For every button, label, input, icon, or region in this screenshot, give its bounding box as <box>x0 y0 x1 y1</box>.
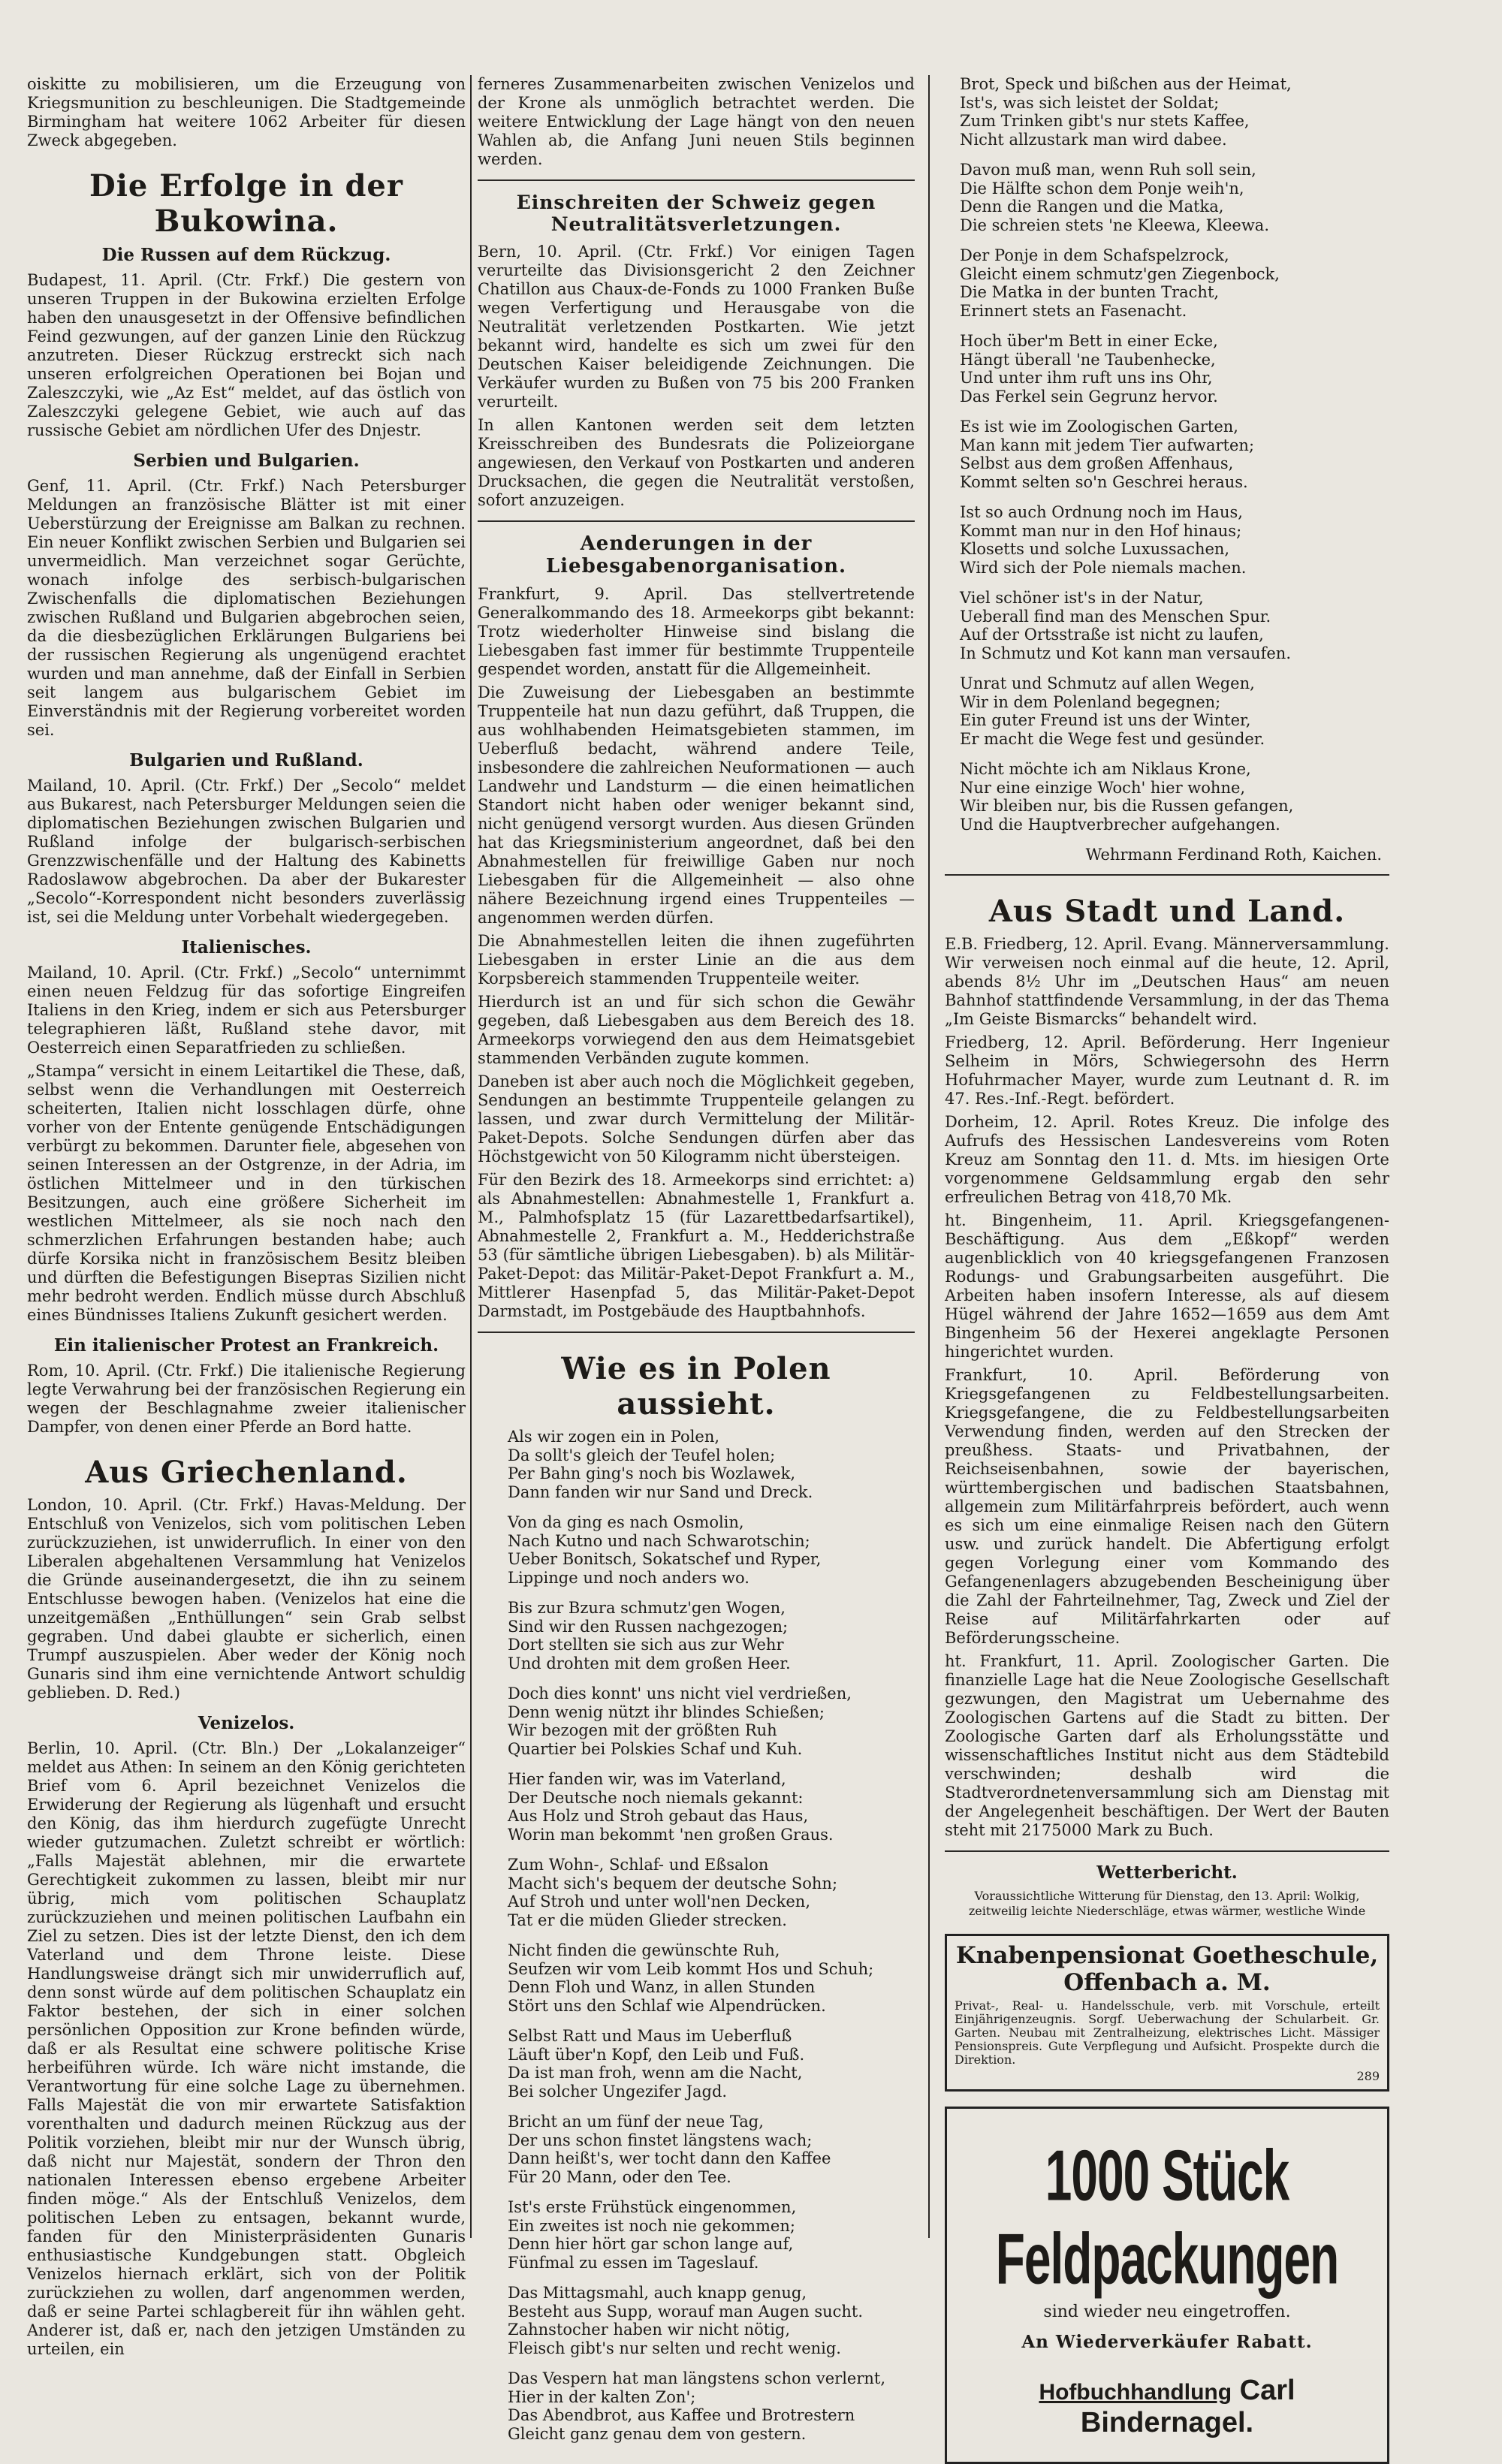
venizelos-article: Berlin, 10. April. (Ctr. Bln.) Der „Lokalanzeiger“ meldet aus Athen: In seinem an den König gerichteten Brief vom 6. April bezeichnet Venizelos die Erwiderung der Regierung als lügenhaft und ersucht den König, das ihm hierdurch zugefügte Unrecht wieder gutzumachen. Zuletzt schreibt er wörtlich: „Falls Majestät ablehnen, mir die erwartete Gerechtigkeit zukommen zu lassen, bleibt mir nur übrig, mich vom politischen Schauplatz zurückzuziehen und meinen politischen Laufbahn ein Ziel zu setzen. Dies ist der letzte Dienst, den ich dem Vaterland und dem Throne leiste. Diese Handlungsweise drängt sich mir unwiderruflich auf, denn sonst würde auf dem politischen Schauplatz ein Faktor bestehen, der sich in einer solchen persönlichen Opposition zur Krone befinden würde, daß er als Resultat eine schwere politische Krise herbeiführen würde. Ich wäre nicht imstande, die Verantwortung für eine solche Lage zu übernehmen. Falls Majestät die von mir erwartete Satisfaktion vorenthalten und dadurch meinen Rückzug aus der Politik vorziehen, bleibt mir nur der Wunsch übrig, daß nicht nur Majestät, sondern der Thron den nationalen Interessen ebenso ergebene Arbeiter finden möge.“ Als der Entschluß Venizelos, dem politischen Leben zu entsagen, bekannt wurde, fanden für den Ministerpräsidenten Gunaris enthusiastische Kundgebungen statt. Obgleich Venizelos hiernach erklärt, sich von der Politik zurückziehen zu wollen, darf angenommen werden, daß er seine Partei schlagbereit für ihn wählen geht. Anderer ist, daß er, nach den jetzigen Umständen zu urteilen, ein <box>27 1739 466 2358</box>
goetheschule-advertisement <box>945 1934 1389 2092</box>
polen-headline: Wie es in Polen aussieht. <box>561 1351 831 1422</box>
ad-headline: 1000 Stück Feldpackungen <box>995 2134 1339 2300</box>
liebesgaben-article-3: Die Abnahmestellen leiten die ihnen zugeführten Liebesgaben in erster Linie an die aus dem Korpsbereich stammenden Truppenteile weiter. <box>478 932 915 988</box>
griechenland-headline: Aus Griechenland. <box>85 1455 408 1490</box>
poem-stanza: Viel schöner ist's in der Natur, Ueberall find man des Menschen Spur. Auf der Ortsstraße ist nicht zu laufen, In Schmutz und Kot kann man versaufen. <box>960 589 1291 662</box>
local-news-item: Dorheim, 12. April. Rotes Kreuz. Die infolge des Aufrufs des Hessischen Landesvereins vom Roten Kreuz am Sonntag den 11. d. Mts. im hiesigen Orte vorgenommene Geldsammlung ergab den sehr erfreulichen Betrag von 418,70 Mk. <box>945 1113 1389 1206</box>
poem-stanza: Als wir zogen ein in Polen, Da sollt's gleich der Teufel holen; Per Bahn ging's noch bis Wozlawek, Dann fanden wir nur Sand und Dreck. <box>508 1428 813 1501</box>
schweiz-article-2: In allen Kantonen werden seit dem letzten Kreisschreiben des Bundesrats die Polizeiorgane angewiesen, den Verkauf von Postkarten und anderen Drucksachen, die gegen die Neutralität verstoßen, sofort anzuzeigen. <box>478 416 915 509</box>
schweiz-article-1: Bern, 10. April. (Ctr. Frkf.) Vor einigen Tagen verurteilte das Divisionsgericht 2 den Zeichner Chatillon aus Chaux-de-Fonds zu 1000 Franken Buße wegen Verfertigung und Herausgabe von die Neutralität verletzenden Postkarten. Wie jetzt bekannt wird, handelte es sich um zwei für den Deutschen Kaiser beleidigende Zeichnungen. Die Verkäufer wurden zu Bußen von 75 bis 200 Franken verurteilt. <box>478 243 915 411</box>
divider <box>478 1332 915 1333</box>
ad-title: Knabenpensionat Goetheschule, Offenbach a. M. <box>955 1942 1379 1996</box>
stadt-land-headline: Aus Stadt und Land. <box>988 894 1346 929</box>
polen-poem-continued <box>945 75 1389 834</box>
polen-poem <box>478 1428 915 2443</box>
liebesgaben-article-5: Daneben ist aber auch noch die Möglichkeit gegeben, Sendungen an bestimmte Truppenteile gelangen zu lassen, und zwar durch Vermittelung der Militär-Paket-Depots. Solche Sendungen dürfen aber das Höchstgewicht von 50 Kilogramm nicht übersteigen. <box>478 1072 915 1166</box>
divider <box>478 179 915 181</box>
serbien-headline: Serbien und Bulgarien. <box>133 451 360 471</box>
poem-stanza: Das Mittagsmahl, auch knapp genug, Besteht aus Supp, worauf man Augen sucht. Zahnstocher haben wir nicht nötig, Fleisch gibt's nur selten und recht wenig. <box>508 2284 864 2357</box>
poem-stanza: Nicht möchte ich am Niklaus Krone, Nur eine einzige Woch' hier wohne, Wir bleiben nur, bis die Russen gefangen, Und die Hauptverbrecher aufgehangen. <box>960 760 1294 834</box>
divider <box>945 874 1389 876</box>
liebesgaben-article-6: Für den Bezirk des 18. Armeekorps sind errichtet: a) als Abnahmestellen: Abnahmestelle 1, Frankfurt a. M., Palmhofsplatz 15 (für Lazarettbedarfsartikel), Abnahmestelle 2, Frankfurt a. M., Hedderichstraße 53 (für sämtliche übrigen Liebesgaben). b) als Militär-Paket-Depot: das Militär-Paket-Depot Frankfurt a. M., Mittlerer Hasenpfad 5, das Militär-Paket-Depot Darmstadt, im Postgebäude des Hauptbahnhofs. <box>478 1171 915 1320</box>
poem-stanza: Davon muß man, wenn Ruh soll sein, Die Hälfte schon dem Ponje weih'n, Denn die Rangen und die Matka, Die schreien stets 'ne Kleewa, Kleewa. <box>960 161 1270 234</box>
ad-number: 289 <box>1356 2069 1380 2083</box>
divider <box>478 520 915 522</box>
poem-stanza: Ist's erste Frühstück eingenommen, Ein zweites ist noch nie gekommen; Denn hier hört gar schon lange auf, Fünfmal zu essen im Tageslauf. <box>508 2198 797 2272</box>
poem-signature: Wehrmann Ferdinand Roth, Kaichen. <box>1085 846 1382 864</box>
griechenland-article: London, 10. April. (Ctr. Frkf.) Havas-Meldung. Der Entschluß von Venizelos, sich vom politischen Leben zurückzuziehen, ist unwiderruflich. In einer von den Liberalen abgehaltenen Versammlung hat Venizelos die Gründe auseinandergesetzt, die ihn zu seinem Entschlusse bewogen haben. (Venizelos hat eine die unzeitgemäßen „Enthüllungen“ sein Grab selbst gegraben. Und dabei glaubte er sicherlich, einen Trumpf auszuspielen. Aber weder der König noch Gunaris sind ihm eine vernichtende Antwort schuldig geblieben. D. Red.) <box>27 1496 466 1702</box>
protest-headline: Ein italienischer Protest an Frankreich. <box>53 1335 439 1356</box>
weather-headline: Wetterbericht. <box>1096 1862 1238 1883</box>
column-2 <box>478 75 915 2455</box>
bukowina-headline: Die Erfolge in der Bukowina. <box>89 168 403 239</box>
column-1 <box>27 75 466 2363</box>
venizelos-headline: Venizelos. <box>198 1713 295 1733</box>
poem-stanza: Hoch über'm Bett in einer Ecke, Hängt überall 'ne Taubenhecke, Und unter ihm ruft uns ins Ohr, Das Ferkel sein Gegrunz hervor. <box>960 332 1218 406</box>
local-news-item: Frankfurt, 10. April. Beförderung von Kriegsgefangenen zu Feldbestellungsarbeiten. Kriegsgefangene, die zu Feldbestellungsarbeiten Verwendung finden, werden auf den Strecken der preußhess. Staats- und Privatbahnen, der Reichseisenbahnen, sowie der bayerischen, württembergischen und badischen Staatsbahnen, allgemein zum Militärfahrpreis befördert, auch wenn es sich um eine einmalige Reisen nach den Gütern usw. und zurück handelt. Die Abfertigung erfolgt gegen Vorlegung einer vom Kommando des Gefangenenlagers abzugebenden Bescheinigung über die Zahl der Fahrteilnehmer, Tag, Zweck und Ziel der Reise auf Militärfahrkarten oder auf Beförderungsscheine. <box>945 1366 1389 1647</box>
local-news-item: ht. Frankfurt, 11. April. Zoologischer Garten. Die finanzielle Lage hat die Neue Zoologische Gesellschaft gezwungen, den Magistrat um Uebernahme des Zoologischen Gartens auf die Stadt zu bitten. Der Zoologische Garten darf als Erholungsstätte und wissenschaftliches Institut nicht aus dem Städtebild verschwinden; deshalb wird die Stadtverordnetenversammlung sich am Dienstag mit der Angelegenheit beschäftigen. Der Wert der Bauten steht mit 2175000 Mark zu Buch. <box>945 1652 1389 1839</box>
poem-stanza: Doch dies konnt' uns nicht viel verdrießen, Denn wenig nützt ihr blindes Schießen; Wir bezogen mit der größten Ruh Quartier bei Polskies Schaf und Kuh. <box>508 1684 852 1758</box>
poem-stanza: Von da ging es nach Osmolin, Nach Kutno und nach Schwarotschin; Ueber Bonitsch, Sokatschef und Ryper, Lippinge und noch anders wo. <box>508 1513 822 1587</box>
poem-stanza: Selbst Ratt und Maus im Ueberfluß Läuft über'n Kopf, den Leib und Fuß. Da ist man froh, wenn am die Nacht, Bei solcher Ungezifer Jagd. <box>508 2027 805 2101</box>
local-news-item: E.B. Friedberg, 12. April. Evang. Männerversammlung. Wir verweisen noch einmal auf die heute, 12. April, abends 8½ Uhr im „Deutschen Haus“ am neuen Bahnhof stattfindende Versammlung, in der das Thema „Im Geiste Bismarcks“ behandelt wird. <box>945 935 1389 1028</box>
ad-line-2: An Wiederverkäufer Rabatt. <box>1021 2332 1313 2352</box>
ad-line-1: sind wieder neu eingetroffen. <box>1043 2303 1291 2321</box>
protest-article: Rom, 10. April. (Ctr. Frkf.) Die italienische Regierung legte Verwahrung bei der französischen Regierung ein wegen der Beschlagnahme zweier italienischer Dampfer, von denen einer Pferde an Bord hatte. <box>27 1362 466 1436</box>
weather-forecast: Voraussichtliche Witterung für Dienstag, den 13. April: Wolkig, zeitweilig leichte Niederschläge, etwas wärmer, westliche Winde <box>968 1889 1366 1918</box>
ad-seller-name: Carl Bindernagel. <box>1080 2375 1295 2438</box>
poem-stanza: Bricht an um fünf der neue Tag, Der uns schon finstet längstens wach; Dann heißt's, wer tocht dann den Kaffee Für 20 Mann, oder den Tee. <box>508 2113 831 2186</box>
local-news-item: ht. Bingenheim, 11. April. Kriegsgefangenen-Beschäftigung. Aus dem „Eßkopf“ werden augenblicklich von 40 kriegsgefangenen Franzosen Rodungs- und Grabungsarbeiten ausgeführt. Die Arbeiten haben insofern Interesse, als auf diesem Hügel während der Jahre 1652—1659 aus dem Amt Bingenheim 56 der Hexerei angeklagte Personen hingerichtet wurden. <box>945 1211 1389 1361</box>
ad-seller <box>962 2375 1372 2439</box>
intro-text: oiskitte zu mobilisieren, um die Erzeugung von Kriegsmunition zu beschleunigen. Die Stadtgemeinde Birmingham hat weitere 1062 Arbeiter für diesen Zweck abgegeben. <box>27 75 466 149</box>
poem-stanza: Der Ponje in dem Schafspelzrock, Gleicht einem schmutz'gen Ziegenbock, Die Matka in der bunten Tracht, Erinnert stets an Fasenacht. <box>960 246 1280 320</box>
schweiz-headline: Einschreiten der Schweiz gegen Neutralitätsverletzungen. <box>516 192 876 235</box>
serbien-article: Genf, 11. April. (Ctr. Frkf.) Nach Petersburger Meldungen an französische Blätter ist mit einer Ueberstürzung der Ereignisse am Balkan zu rechnen. Ein neuer Konflikt zwischen Serbien und Bulgarien sei unvermeidlich. Man verzeichnet sogar Gerüchte, wonach infolge des serbisch-bulgarischen Zwischenfalls die diplomatischen Beziehungen zwischen Rußland und Bulgarien abgebrochen seien, da die diesbezüglichen Erklärungen Bulgariens bei der russischen Regierung als ungenügend erachtet wurden und man annehme, daß der Einfall in Serbien seit langem aus bulgarischem Gebiet im Einverständnis mit der Regierung vorbereitet worden sei. <box>27 477 466 739</box>
liebesgaben-headline: Aenderungen in der Liebesgabenorganisation. <box>545 532 847 578</box>
c2-intro-text: ferneres Zusammenarbeiten zwischen Venizelos und der Krone als unmöglich betrachtet werden. Die weitere Entwicklung der Lage hängt von den neuen Wahlen ab, die Anfang Juni neuen Stils beginnen werden. <box>478 75 915 168</box>
poem-stanza: Unrat und Schmutz auf allen Wegen, Wir in dem Polenland begegnen; Ein guter Freund ist uns der Winter, Er macht die Wege fest und gesünder. <box>960 674 1265 748</box>
feldpackungen-advertisement <box>945 2107 1389 2464</box>
ad-body: Privat-, Real- u. Handelsschule, verb. mit Vorschule, erteilt Einjährigenzeugnis. Sorgf. Ueberwachung der Schularbeit. Gr. Garten. Neubau mit Zentralheizung, elektrisches Licht. Mässiger Pensionspreis. Gute Verpflegung und Aufsicht. Prospekte durch die Direktion. <box>955 1998 1380 2067</box>
italien-article-2: „Stampa“ versicht in einem Leitartikel die These, daß, selbst wenn die Verhandlungen mit Oesterreich scheiterten, Italien nicht losschlagen dürfe, ohne vorher von der Entente genügende Entschädigungen verbürgt zu bekommen. Darunter fiele, abgesehen von seinen Interessen an der Ostgrenze, in der Adria, im östlichen Mittelmeer und in den türkischen Besitzungen, auch eine größere Sicherheit im westlichen Mittelmeer, als sie noch nach den schmerzlichen Erfahrungen bestanden habe; auch dürfe Korsika nicht in französischem Besitz bleiben und dürften die Befestigungen Biseртas Sizilien nicht mehr bedroht werden. Endlich müsse durch Abschluß eines Bündnisses Italiens Zukunft gesichert werden. <box>27 1062 466 1324</box>
poem-stanza: Ist so auch Ordnung noch im Haus, Kommt man nur in den Hof hinaus; Klosetts und solche Luxussachen, Wird sich der Pole niemals machen. <box>960 503 1247 577</box>
poem-stanza: Es ist wie im Zoologischen Garten, Man kann mit jedem Tier aufwarten; Selbst aus dem großen Affenhaus, Kommt selten so'n Geschrei heraus. <box>960 418 1255 491</box>
divider <box>945 1850 1389 1852</box>
column-3 <box>945 75 1389 2464</box>
liebesgaben-article-1: Frankfurt, 9. April. Das stellvertretende Generalkommando des 18. Armeekorps gibt bekannt: Trotz wiederholter Hinweise sind bislang die Liebesgaben fast immer für bestimmte Truppenteile gespendet worden, anstatt für die Allgemeinheit. <box>478 585 915 678</box>
ad-seller-type: Hofbuchhandlung <box>1039 2380 1232 2405</box>
poem-stanza: Bis zur Bzura schmutz'gen Wogen, Sind wir den Russen nachgezogen; Dort stellten sie sich aus zur Wehr Und drohten mit dem großen Heer. <box>508 1599 791 1672</box>
column-rule-left <box>470 75 472 2238</box>
liebesgaben-article-2: Die Zuweisung der Liebesgaben an bestimmte Truppenteile hat nun dazu geführt, daß Truppen, die aus wohlhabenden Heimatsgebieten stammen, im Ueberfluß bedacht, während andere Teile, insbesondere die zahlreichen Neuformationen — auch Landwehr und Landsturm — die einen heimatlichen Standort nicht haben oder weniger bekannt sind, nicht genügend versorgt wurden. Aus diesen Gründen hat das Kriegsministerium angeordnet, daß bei den Abnahmestellen für freiwillige Gaben nur noch Liebesgaben für die Allgemeinheit — also ohne nähere Bezeichnung irgend eines Truppenteiles — angenommen werden dürfen. <box>478 683 915 927</box>
poem-stanza: Brot, Speck und bißchen aus der Heimat, Ist's, was sich leistet der Soldat; Zum Trinken gibt's nur stets Kaffee, Nicht allzustark man wird dabee. <box>960 75 1292 149</box>
poem-stanza: Nicht finden die gewünschte Ruh, Seufzen wir vom Leib kommt Hos und Schuh; Denn Floh und Wanz, in allen Stunden Stört uns den Schlaf wie Alpendrücken. <box>508 1941 874 2015</box>
poem-stanza: Zum Wohn-, Schlaf- und Eßsalon Macht sich's bequem der deutsche Sohn; Auf Stroh und unter woll'nen Decken, Tat er die müden Glieder strecken. <box>508 1856 838 1929</box>
local-news-list <box>945 935 1389 1840</box>
column-rule-right <box>928 75 930 2238</box>
local-news-item: Friedberg, 12. April. Beförderung. Herr Ingenieur Selheim in Mörs, Schwiegersohn des Herrn Hofuhrmacher Mayer, wurde zum Leutnant d. R. im 47. Res.-Inf.-Regt. befördert. <box>945 1033 1389 1108</box>
bukowina-article: Budapest, 11. April. (Ctr. Frkf.) Die gestern von unseren Truppen in der Bukowina erzielten Erfolge haben den unausgesetzt in der Offensive befindlichen Feind gezwungen, auf der ganzen Linie den Rückzug anzutreten. Dieser Rückzug erstreckt sich nach unseren erfolgreichen Operationen bei Bojan und Zaleszczyki, wie „Az Est“ meldet, auf das östlich von Zaleszczyki gelegene Gebiet, wie auch auf das russische Gebiet am nördlichen Ufer des Dnjestr. <box>27 271 466 439</box>
poem-stanza: Das Vespern hat man längstens schon verlernt, Hier in der kalten Zon'; Das Abendbrot, aus Kaffee und Brotrestern Gleicht ganz genau dem von gestern. <box>508 2369 886 2443</box>
liebesgaben-article-4: Hierdurch ist an und für sich schon die Gewähr gegeben, daß Liebesgaben aus dem Bereich des 18. Armeekorps vorwiegend den aus dem Heimatsgebiet stammenden Verbänden zugute kommen. <box>478 993 915 1067</box>
bukowina-subheadline: Die Russen auf dem Rückzug. <box>101 245 391 265</box>
bulgarien-headline: Bulgarien und Rußland. <box>129 750 363 771</box>
italien-headline: Italienisches. <box>181 937 312 958</box>
italien-article-1: Mailand, 10. April. (Ctr. Frkf.) „Secolo“ unternimmt einen neuen Feldzug für das sofortige Eingreifen Italiens in den Krieg, indem er sich aus Petersburger telegraphieren läßt, Rußland stehe davor, mit Oesterreich einen Separatfrieden zu schließen. <box>27 964 466 1057</box>
bulgarien-article: Mailand, 10. April. (Ctr. Frkf.) Der „Secolo“ meldet aus Bukarest, nach Petersburger Meldungen seien die diplomatischen Beziehungen zwischen Bulgarien und Rußland infolge der bulgarisch-serbischen Grenzzwischenfälle und der Haltung des Kabinetts Radoslawow abgebrochen. Da aber der Bukarester „Secolo“-Korrespondent nicht besonders zuverlässig ist, sei die Meldung unter Vorbehalt wiedergegeben. <box>27 777 466 926</box>
poem-stanza: Hier fanden wir, was im Vaterland, Der Deutsche noch niemals gekannt: Aus Holz und Stroh gebaut das Haus, Worin man bekommt 'nen großen Graus. <box>508 1770 834 1844</box>
